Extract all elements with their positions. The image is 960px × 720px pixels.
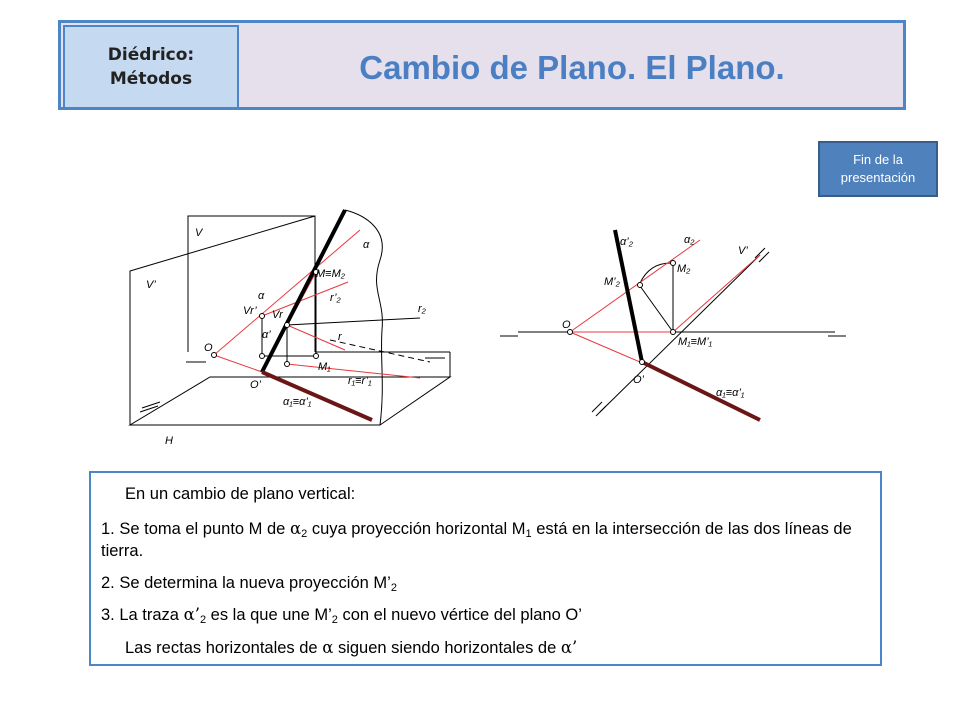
lbl-v-prime: V’ [146, 279, 156, 291]
ground-line-ends-3 [142, 402, 160, 408]
right-labels [562, 234, 748, 399]
left-points [212, 270, 319, 367]
lbl-v: V [195, 227, 203, 239]
note-b: siguen siendo horizontales de [333, 639, 561, 657]
lbl-m1-r: M₁≡M’₁ [678, 336, 713, 348]
step2-sub: 2 [390, 582, 397, 594]
new-gl-mark-3 [755, 248, 765, 258]
step3-sub: 2 [199, 614, 207, 626]
intro-text: En un cambio de plano vertical: [125, 485, 356, 503]
arc [640, 263, 673, 283]
lbl-v-prime-r: V’ [738, 245, 748, 257]
lbl-r2-prime: r’₂ [330, 292, 341, 304]
ground-line-ends-4 [140, 406, 158, 412]
page-title: Cambio de Plano. El Plano. [359, 49, 785, 86]
lbl-alpha2-prime-r: α’₂ [620, 236, 633, 248]
lbl-m-eq-m2: M≡M₂ [316, 268, 345, 280]
point-m1 [314, 354, 319, 359]
step3-b: es la que une M’ [206, 606, 332, 624]
step1-c: está en la intersección de las dos líneas de tierra. [101, 520, 852, 560]
step3-sub2: 2 [331, 614, 338, 626]
badge-line2: Métodos [109, 69, 193, 89]
alpha-thick-trace [262, 210, 345, 372]
alpha1-extra [214, 355, 262, 372]
lbl-o-prime-r: O’ [633, 374, 644, 386]
lbl-alpha2-r: α₂ [684, 234, 695, 246]
lbl-m1: M₁ [318, 361, 331, 373]
point-m2 [671, 261, 676, 266]
badge-line1: Diédrico: [107, 45, 195, 65]
step1-a: 1. Se toma el punto M de [101, 520, 290, 538]
dashed-r [330, 340, 430, 362]
step2-a: 2. Se determina la nueva proyección M’ [101, 574, 391, 592]
point-m1-right [671, 330, 676, 335]
lbl-o-r: O [562, 319, 571, 331]
lbl-m2: M₂ [677, 263, 691, 275]
new-gl-mark-1 [592, 402, 602, 412]
step1-sub2: 1 [525, 528, 532, 540]
note-sym: α [322, 638, 334, 657]
point-m2-prime [638, 283, 643, 288]
lbl-o-prime: O’ [250, 379, 261, 391]
point-b [285, 362, 290, 367]
note-a: Las rectas horizontales de [125, 639, 323, 657]
end-presentation-label: Fin de la presentación [840, 152, 916, 185]
point-a [260, 354, 265, 359]
lbl-r: r [338, 331, 342, 343]
lbl-alpha2: α [258, 290, 265, 302]
lbl-alpha2-prime: α’ [262, 329, 271, 341]
note-sym2: α’ [560, 638, 578, 657]
lbl-m2-prime: M’₂ [604, 276, 620, 288]
step1-sym: α [289, 519, 302, 538]
step3-sym: α’ [183, 605, 200, 624]
new-gl-mark-2 [596, 406, 606, 416]
explanation-box [89, 471, 882, 666]
lbl-r2: r₂ [418, 303, 426, 315]
lbl-vr-prime: Vr’ [243, 305, 257, 317]
lbl-h: H [165, 435, 173, 447]
lbl-alpha1-r: α₁≡α’₁ [716, 387, 745, 399]
m1-to-o-prime [570, 332, 640, 362]
step-3 [101, 604, 872, 626]
plane-v [188, 216, 315, 352]
step3-c: con el nuevo vértice del plano O’ [337, 606, 582, 624]
horiz-r-1 [287, 318, 420, 325]
lbl-alpha: α [363, 239, 370, 251]
point-vr-prime [260, 314, 265, 319]
new-gl-mark-4 [759, 252, 769, 262]
step1-sub: 2 [301, 528, 308, 540]
point-o-prime-right [640, 360, 645, 365]
step3-a: 3. La traza [101, 606, 184, 624]
lbl-o: O [204, 342, 213, 354]
m-perp [640, 286, 673, 332]
step1-b: cuya proyección horizontal M [307, 520, 526, 538]
lbl-vr: Vr [272, 309, 283, 321]
step-2 [101, 572, 872, 594]
right-red-lines [570, 240, 760, 362]
lbl-r1: r₁≡r’₁ [348, 375, 372, 387]
lbl-alpha1: α₁≡α’₁ [283, 396, 312, 408]
point-vr [285, 323, 290, 328]
alpha2-prime-thick [615, 230, 642, 362]
step-1 [101, 518, 872, 562]
note-line [101, 637, 872, 659]
